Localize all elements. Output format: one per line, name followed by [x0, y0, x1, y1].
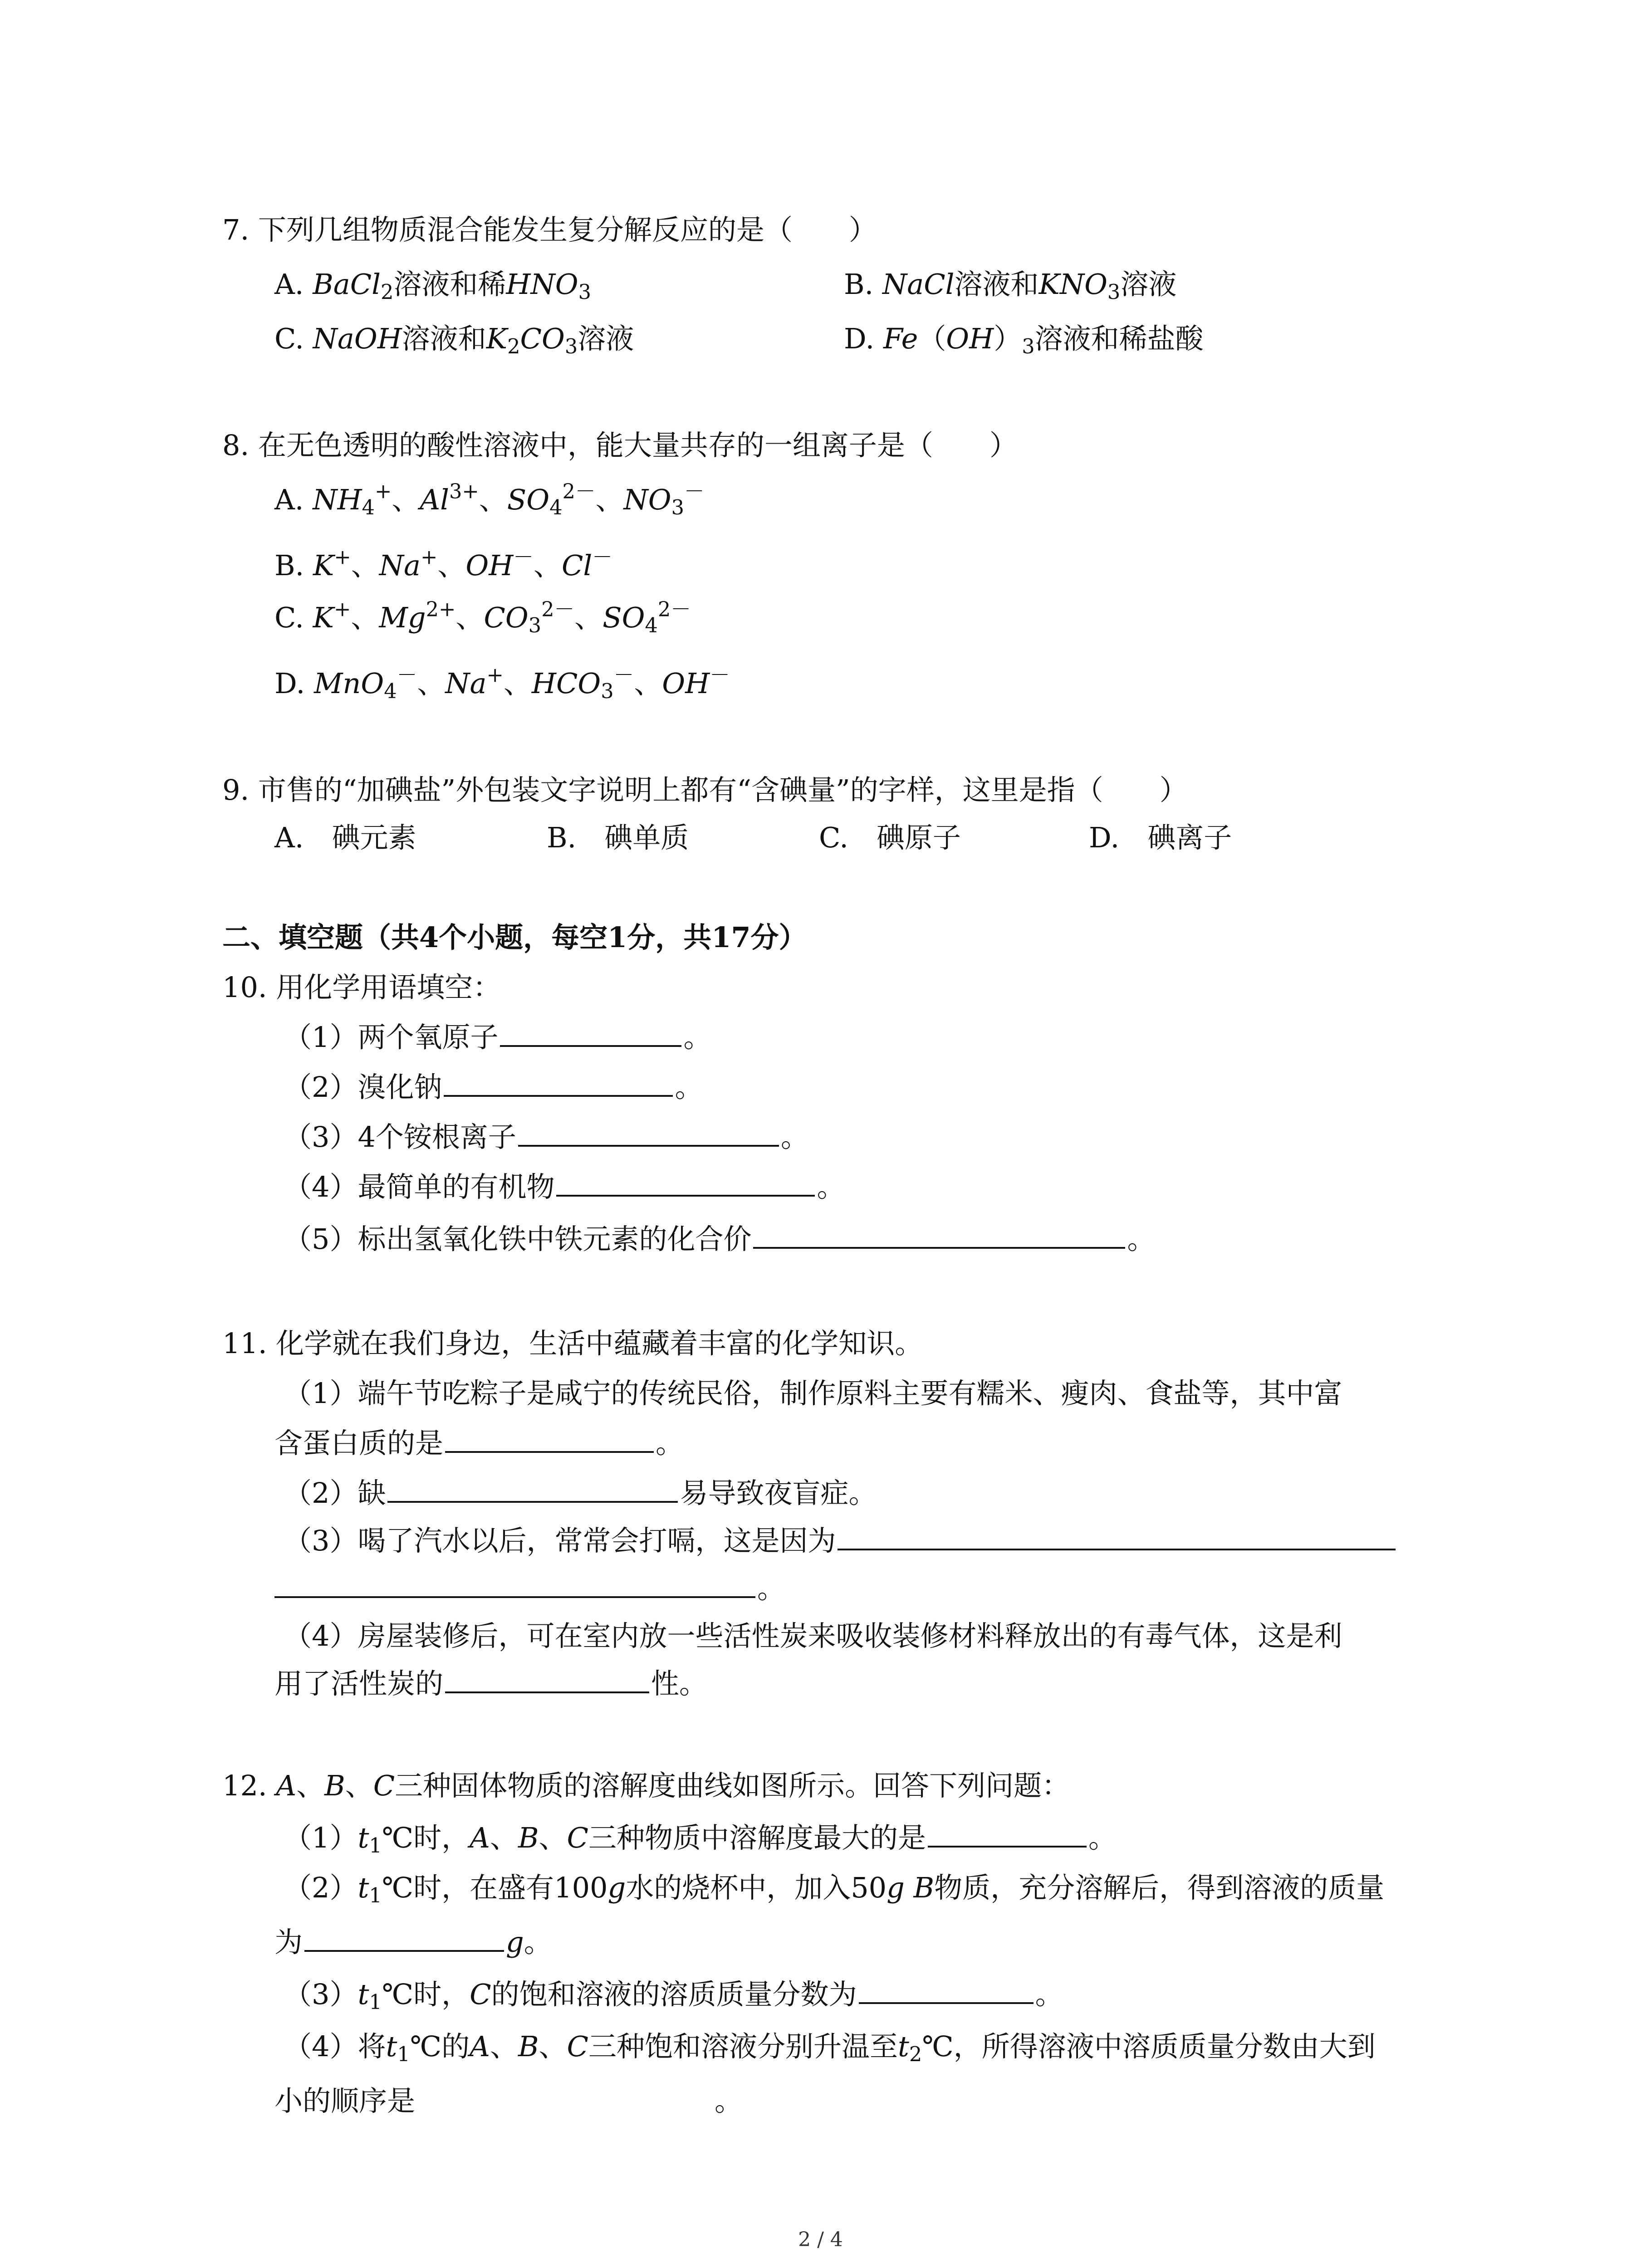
answer-blank[interactable] — [445, 1425, 654, 1453]
q7-option-d: D. $Fe(OH)_3$溶液和稀盐酸 — [844, 322, 1204, 359]
q9-option-b: B. 碘单质 — [547, 821, 689, 854]
q7-option-c: C. NaOH溶液和$K_2CO_3$溶液 — [274, 322, 634, 359]
section-heading: 二、填空题（共4个小题，每空1分，共17分） — [222, 921, 807, 954]
q12-stem: 12. A、B、C三种固体物质的溶解度曲线如图所示。回答下列问题： — [222, 1769, 1070, 1802]
answer-blank[interactable] — [753, 1221, 1125, 1249]
answer-blank[interactable] — [556, 1168, 815, 1197]
answer-blank[interactable] — [304, 1924, 504, 1952]
answer-blank[interactable] — [859, 1976, 1034, 2004]
q11-part-1-cont: 含蛋白质的是 。 — [274, 1424, 684, 1462]
q11-part-4-cont: 用了活性炭的 性。 — [274, 1665, 707, 1703]
answer-blank[interactable] — [518, 1119, 779, 1147]
q11-part-2: （2）缺 易导致夜盲症。 — [284, 1474, 877, 1512]
answer-blank[interactable] — [444, 1069, 673, 1097]
q11-part-1: （1）端午节吃粽子是咸宁的传统民俗，制作原料主要有糯米、瘦肉、食盐等，其中富 — [284, 1377, 1342, 1410]
q7-stem: 7. 下列几组物质混合能发生复分解反应的是（ ） — [222, 213, 877, 246]
q11-part-4: （4）房屋装修后，可在室内放一些活性炭来吸收装修材料释放出的有毒气体，这是利 — [284, 1619, 1342, 1652]
q12-part-4: （4）将$t_1℃$的A、B、C三种饱和溶液分别升温至$t_2℃$，所得溶液中溶质质量分数由大到 — [284, 2030, 1376, 2067]
q9-option-a: A. 碘元素 — [274, 821, 416, 854]
q12-part-4-cont: 小的顺序是 。 — [274, 2084, 743, 2117]
page-number: 2 / 4 — [798, 2228, 843, 2251]
q8-option-a: A. $NH_4^+$、$Al^{3+}$、$SO_4^{2-}$、$NO_3^-$ — [274, 479, 705, 520]
answer-blank[interactable] — [928, 1819, 1087, 1848]
answer-blank[interactable] — [274, 1570, 755, 1598]
q10-stem: 10. 用化学用语填空： — [222, 971, 501, 1004]
q10-part-5: （5）标出氢氧化铁中铁元素的化合价 。 — [284, 1220, 1155, 1258]
q9-stem: 9. 市售的“加碘盐”外包装文字说明上都有“含碘量”的字样，这里是指（ ） — [222, 773, 1188, 807]
q8-option-b: B. K+、Na+、OH－、Cl－ — [274, 545, 612, 582]
q10-part-4: （4）最简单的有机物 。 — [284, 1168, 845, 1206]
answer-blank[interactable] — [445, 1665, 649, 1693]
answer-blank[interactable] — [838, 1522, 1396, 1550]
answer-blank[interactable] — [500, 1019, 681, 1047]
q10-part-1: （1）两个氧原子 。 — [284, 1018, 711, 1056]
q11-stem: 11. 化学就在我们身边，生活中蕴藏着丰富的化学知识。 — [222, 1327, 923, 1360]
q11-part-3-cont: 。 — [274, 1569, 785, 1608]
q11-part-3: （3）喝了汽水以后，常常会打嗝，这是因为 — [284, 1522, 1397, 1560]
q9-option-d: D. 碘离子 — [1089, 821, 1232, 854]
q10-part-2: （2）溴化钠 。 — [284, 1068, 703, 1106]
q12-part-3: $(3)t_1℃$时，C的饱和溶液的溶质质量分数为 。 — [284, 1975, 1063, 2014]
q7-option-b: B. NaCl溶液和$KNO_3$溶液 — [844, 268, 1177, 304]
q8-stem: 8. 在无色透明的酸性溶液中，能大量共存的一组离子是（ ） — [222, 429, 1018, 462]
answer-blank[interactable] — [387, 1475, 678, 1503]
q8-option-d: D. MnO$_4$－、Na+、$HCO_3^-$、OH－ — [274, 663, 730, 704]
q10-part-3: （3）4个铵根离子 。 — [284, 1118, 809, 1156]
q9-option-c: C. 碘原子 — [819, 821, 961, 854]
q8-option-c: C. K+、$Mg^{2+}$、$CO_3^{2-}$、$SO_4^{2-}$ — [274, 597, 691, 638]
q12-part-2: $(2)t_1℃$时，在盛有100g水的烧杯中，加入50g B物质，充分溶解后，得到溶液的质量 — [284, 1871, 1385, 1908]
q12-part-1: $(1)t_1℃$时，A、B、C三种物质中溶解度最大的是 。 — [284, 1819, 1117, 1857]
q7-option-a: A. BaCl$_2$溶液和稀$HNO_3$ — [274, 268, 591, 304]
q12-part-2-cont: 为 g。 — [274, 1923, 552, 1961]
